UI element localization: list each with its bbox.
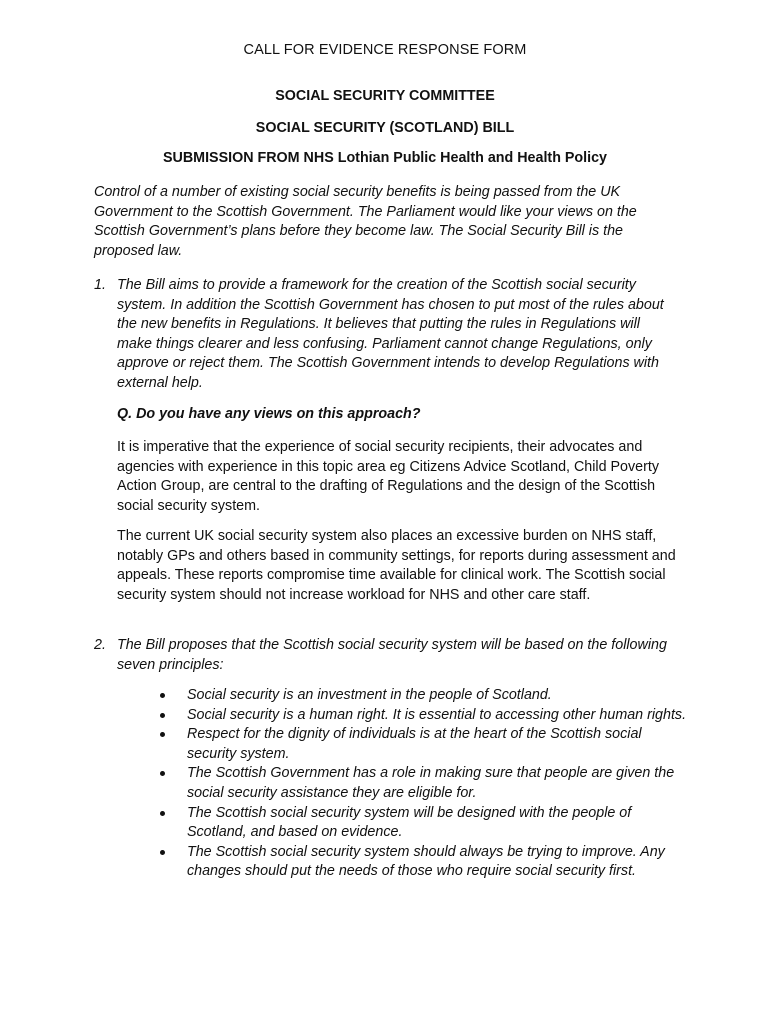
bullet-icon (160, 713, 165, 718)
bullet-icon (160, 732, 165, 737)
list-item (160, 843, 690, 882)
principles-list (160, 686, 690, 882)
bullet-icon (160, 811, 165, 816)
question-text: Q. Do you have any views on this approach? (117, 406, 421, 422)
bill-heading: SOCIAL SECURITY (SCOTLAND) BILL (255, 120, 515, 136)
answer-paragraph: The current UK social security system also places an excessive burden on NHS staff, notably GPs and others based in community settings, for reports during assessment and appeals. These reports compromise time available for clinical work. The Scottish social security system should not increase workload for NHS and other care staff. (117, 528, 676, 603)
submission-heading: SUBMISSION FROM NHS Lothian Public Health and Health Policy (162, 150, 608, 166)
principle-text: The Scottish social security system will be designed with the people of Scotland, and based on evidence. (187, 804, 632, 841)
numbered-item-1 (94, 276, 684, 394)
list-item (160, 725, 690, 764)
numbered-item-2 (94, 636, 684, 675)
bullet-icon (160, 693, 165, 698)
principle-text: Social security is a human right. It is essential to accessing other human rights. (187, 706, 687, 723)
bullet-icon (160, 850, 165, 855)
principle-text: The Scottish social security system should always be trying to improve. Any changes should put the needs of those who require social security first. (187, 843, 665, 880)
item-number: 2. (94, 637, 106, 653)
item-text: The Bill proposes that the Scottish social security system will be based on the following seven principles: (117, 637, 667, 673)
form-title: CALL FOR EVIDENCE RESPONSE FORM (243, 42, 527, 58)
answer-paragraph: It is imperative that the experience of social security recipients, their advocates and agencies with experience in this topic area eg Citizens Advice Scotland, Child Poverty Action Group, are central to the drafting of Regulations and the design of the Scottish social security system. (117, 439, 659, 514)
committee-heading: SOCIAL SECURITY COMMITTEE (275, 88, 495, 104)
item-number: 1. (94, 277, 106, 293)
principle-text: The Scottish Government has a role in making sure that people are given the social security assistance they are eligible for. (187, 765, 675, 801)
principle-text: Social security is an investment in the people of Scotland. (187, 687, 552, 703)
list-item (160, 686, 690, 706)
list-item (160, 706, 690, 726)
list-item (160, 804, 690, 843)
intro-paragraph: Control of a number of existing social security benefits is being passed from the UK Government to the Scottish Government. The Parliament would like your views on the Scottish Government’s plans before they become law. The Social Security Bill is the proposed law. (94, 184, 637, 259)
principle-text: Respect for the dignity of individuals is at the heart of the Scottish social security system. (187, 726, 642, 762)
list-item (160, 764, 690, 803)
item-text: The Bill aims to provide a framework for the creation of the Scottish social security system. In addition the Scottish Government has chosen to put most of the rules about the new benefits in Regulations. It believes that putting the rules in Regulations will make things clearer and less confusing. Parliament cannot change Regulations, only approve or reject them. The Scottish Government intends to develop Regulations with external help. (117, 277, 664, 391)
bullet-icon (160, 771, 165, 776)
